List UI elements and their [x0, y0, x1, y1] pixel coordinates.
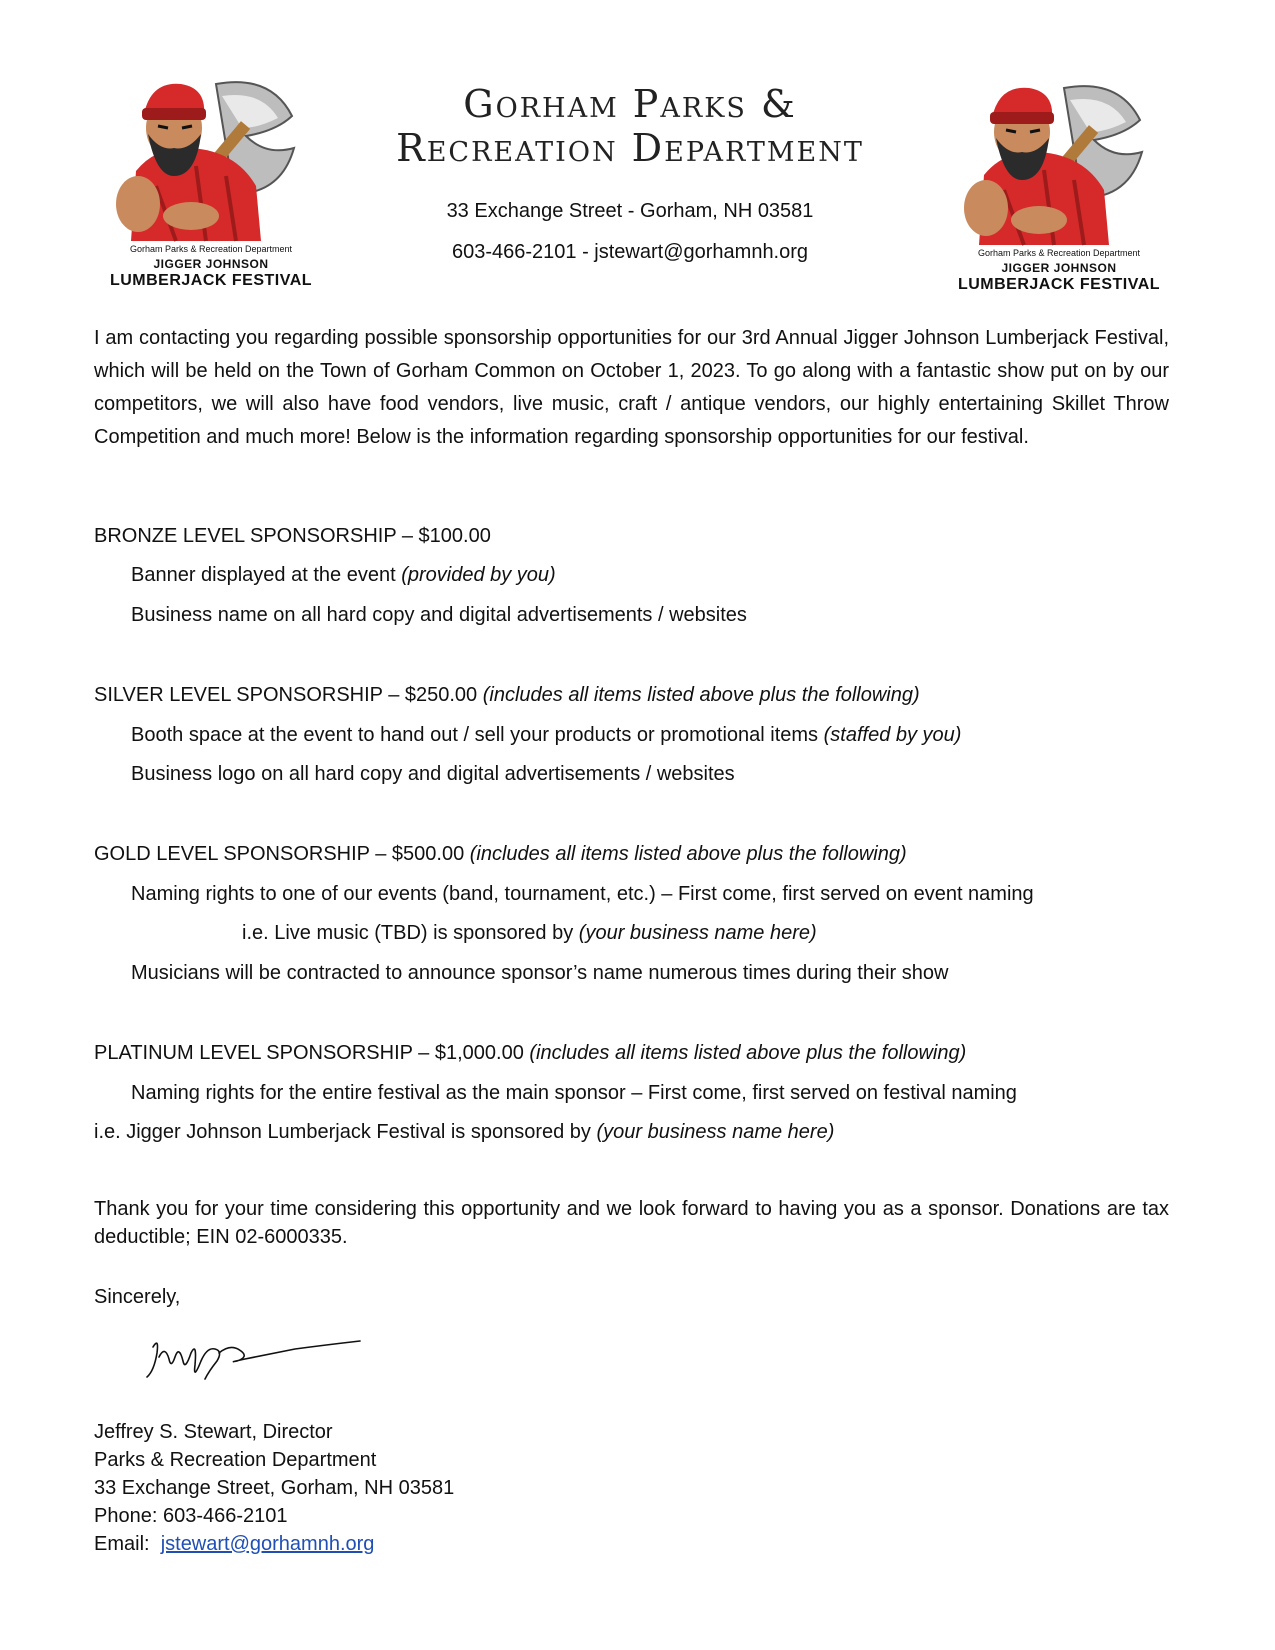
gold-heading-text: GOLD LEVEL SPONSORSHIP – $500.00: [94, 843, 470, 865]
logo-caption-festival: LUMBERJACK FESTIVAL: [957, 276, 1161, 293]
gold-item-example-note: (your business name here): [578, 922, 817, 944]
platinum-item-example-note: (your business name here): [596, 1121, 835, 1143]
signer-name: Jeffrey S. Stewart, Director: [94, 1421, 333, 1443]
department-address: 33 Exchange Street - Gorham, NH 03581: [446, 200, 814, 222]
bronze-heading-text: BRONZE LEVEL SPONSORSHIP – $100.00: [94, 525, 491, 547]
silver-item-booth-text: Booth space at the event to hand out / sell your products or promotional items: [131, 724, 824, 746]
signer-email-label: Email:: [94, 1533, 161, 1555]
platinum-heading: [94, 1042, 966, 1065]
logo-caption-festival: LUMBERJACK FESTIVAL: [109, 272, 313, 289]
logo-caption-jigger: JIGGER JOHNSON: [153, 257, 269, 271]
bronze-item-banner-note: (provided by you): [401, 564, 556, 586]
intro-paragraph: I am contacting you regarding possible sponsorship opportunities for our 3rd Annual Jigger Johnson Lumberjack Festival, which will be held on the Town of Gorham Common on October 1, 2023. To go along with a fantastic show put on by our competitors, we will also have food vendors, live music, craft / antique vendors, our highly entertaining Skillet Throw Competition and much more! Below is the information regarding sponsorship opportunities for our festival.: [94, 327, 1169, 448]
signer-department: Parks & Recreation Department: [94, 1449, 377, 1471]
thank-you-paragraph: Thank you for your time considering this opportunity and we look forward to having you as a sponsor. Donations are tax deductible; EIN 02-6000335.: [94, 1198, 1169, 1248]
gold-heading: [94, 843, 907, 866]
sincerely-text: Sincerely,: [94, 1286, 181, 1308]
platinum-heading-note: (includes all items listed above plus the following): [529, 1042, 967, 1064]
platinum-item-example-text: i.e. Jigger Johnson Lumberjack Festival is sponsored by: [94, 1121, 597, 1143]
silver-item-booth: [131, 724, 961, 747]
signer-address: 33 Exchange Street, Gorham, NH 03581: [94, 1477, 455, 1499]
logo-caption-org: Gorham Parks & Recreation Department: [977, 248, 1141, 258]
platinum-item-naming: Naming rights for the entire festival as the main sponsor – First come, first served on festival naming: [131, 1082, 1017, 1104]
department-phone-email: 603-466-2101 - jstewart@gorhamnh.org: [451, 241, 809, 263]
department-title-line1: Gorham Parks &: [463, 82, 797, 126]
silver-heading-text: SILVER LEVEL SPONSORSHIP – $250.00: [94, 684, 483, 706]
lumberjack-illustration-icon: [944, 80, 1174, 250]
silver-heading-note: (includes all items listed above plus the following): [482, 684, 920, 706]
platinum-heading-text: PLATINUM LEVEL SPONSORSHIP – $1,000.00: [94, 1042, 530, 1064]
festival-logo-left: [96, 76, 326, 291]
signature-block: [94, 1418, 454, 1558]
signer-email-row: [94, 1530, 454, 1558]
bronze-item-banner: [131, 564, 556, 587]
department-title-line2: Recreation Department: [396, 126, 864, 170]
signer-email-link[interactable]: jstewart@gorhamnh.org: [160, 1533, 375, 1555]
silver-item-booth-note: (staffed by you): [823, 724, 962, 746]
bronze-item-name: Business name on all hard copy and digital advertisements / websites: [131, 604, 747, 626]
festival-logo-right: [944, 80, 1174, 295]
signature-icon: [145, 1335, 365, 1385]
bronze-item-banner-text: Banner displayed at the event: [131, 564, 402, 586]
silver-item-logo: Business logo on all hard copy and digital advertisements / websites: [131, 763, 735, 785]
logo-caption-org: Gorham Parks & Recreation Department: [129, 244, 293, 254]
gold-item-example: [242, 922, 817, 945]
gold-item-musicians: Musicians will be contracted to announce sponsor’s name numerous times during their show: [131, 962, 949, 984]
silver-heading: [94, 684, 920, 707]
gold-heading-note: (includes all items listed above plus the following): [469, 843, 907, 865]
lumberjack-illustration-icon: [96, 76, 326, 246]
gold-item-example-text: i.e. Live music (TBD) is sponsored by: [242, 922, 579, 944]
logo-caption-jigger: JIGGER JOHNSON: [1001, 261, 1117, 275]
platinum-item-example: [94, 1121, 834, 1144]
signer-phone: Phone: 603-466-2101: [94, 1505, 288, 1527]
gold-item-naming: Naming rights to one of our events (band, tournament, etc.) – First come, first served on event naming: [131, 883, 1034, 905]
bronze-heading: [94, 525, 491, 548]
department-title: [330, 82, 930, 170]
